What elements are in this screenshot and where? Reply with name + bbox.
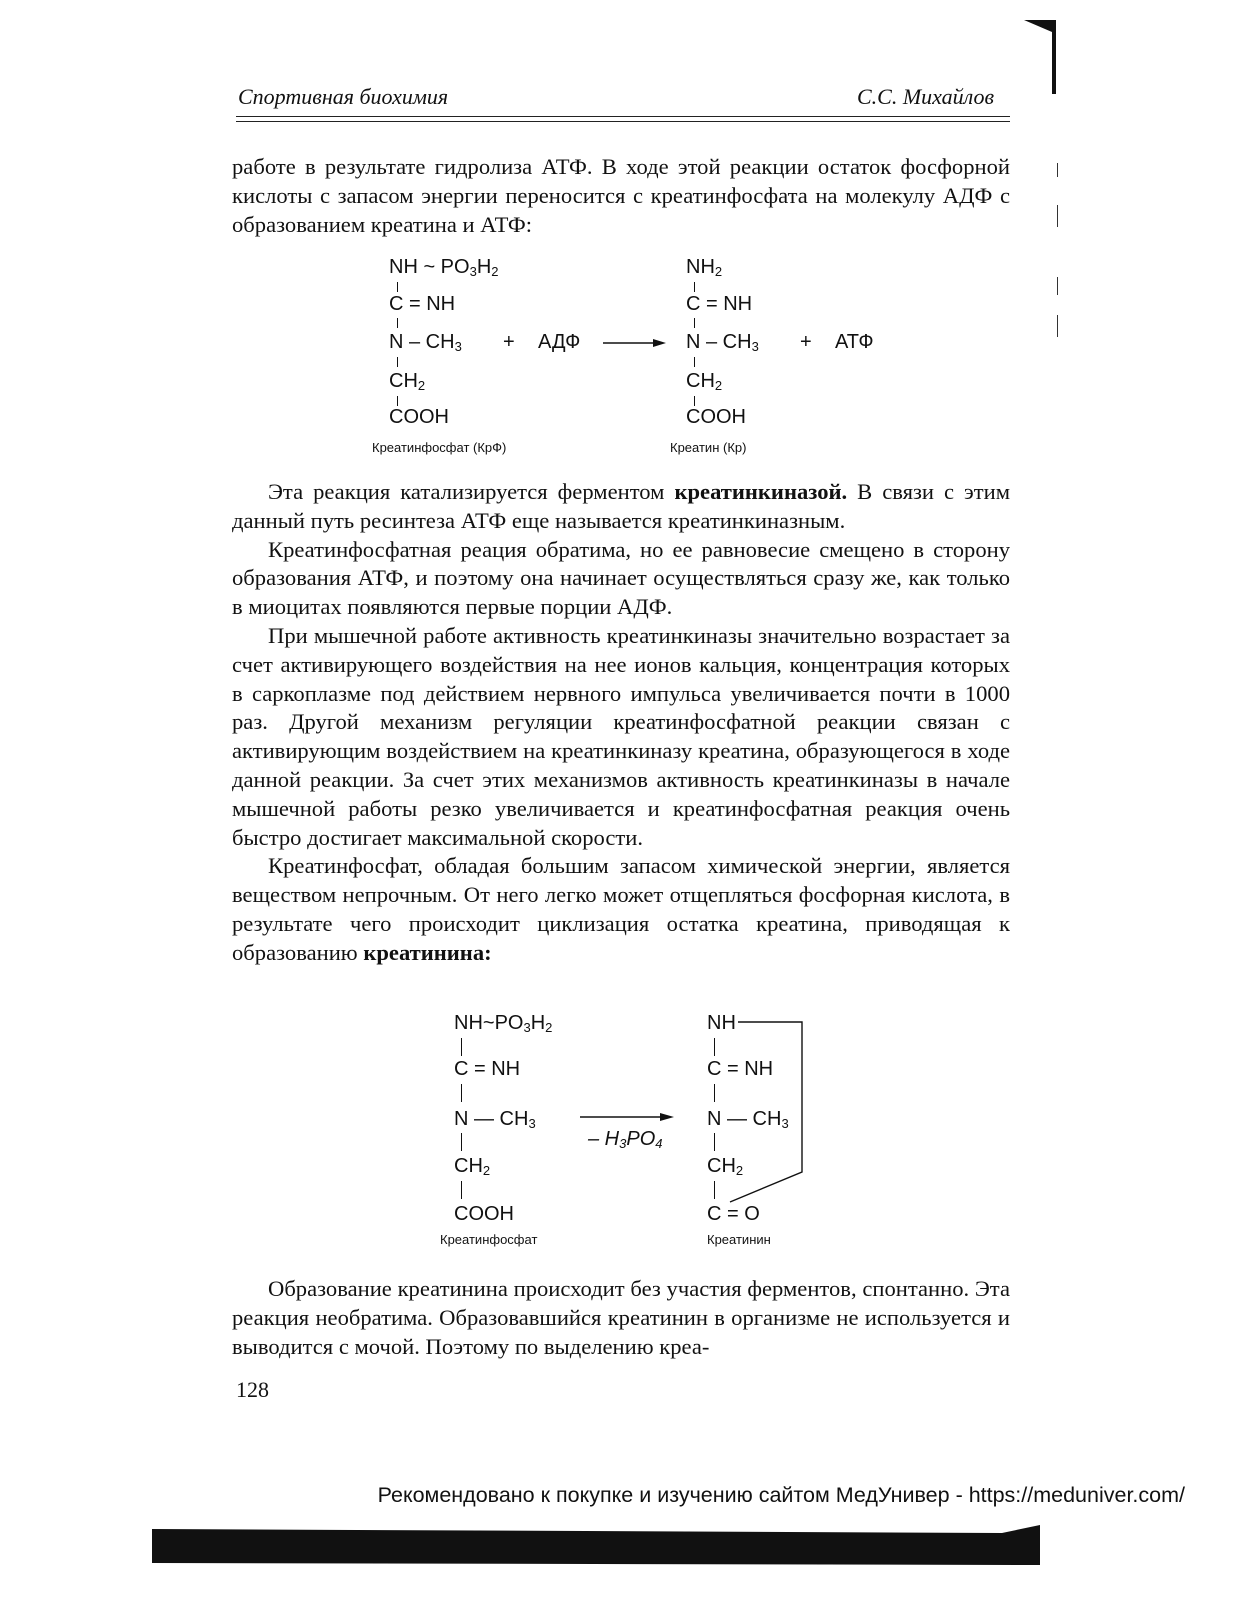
cp2-caption: Креатинфосфат bbox=[440, 1232, 538, 1247]
plus-sign: + bbox=[800, 331, 812, 353]
footer-recommendation: Рекомендовано к покупке и изучению сайтом МедУнивер - https://meduniver.com/ bbox=[377, 1483, 1185, 1507]
cr-row-5: COOH bbox=[686, 406, 746, 428]
paragraph: Креатинфосфат, обладая большим запасом химической энергии, является веществом непрочным. От него легко может отщепляться фосфорная кислота, в результате чего происходит циклизация остатка креатина, приводящая к образованию креатинина: bbox=[232, 853, 1010, 965]
atp-label: АТФ bbox=[835, 331, 874, 353]
cr-row-3: N – $CH_3$ bbox=[686, 331, 759, 354]
bond-line bbox=[461, 1038, 462, 1056]
scan-artifact bbox=[1057, 163, 1058, 177]
crn-row-5: C = O bbox=[707, 1203, 760, 1225]
bond-line bbox=[461, 1084, 462, 1102]
scan-artifact bbox=[1057, 205, 1058, 227]
cp2-row-3: N — $CH_3$ bbox=[454, 1108, 536, 1131]
paragraph: Эта реакция катализируется ферментом креатинкиназой. В связи с этим данный путь ресинтеза АТФ еще называется креатинкиназным. bbox=[232, 479, 1010, 533]
paragraph: Креатинфосфатная реация обратима, но ее равновесие смещено в сторону образования АТФ, и поэтому она начинает осуществляться сразу же, как только в миоцитах появляются первые порции АДФ. bbox=[232, 536, 1010, 620]
adp-label: АДФ bbox=[538, 331, 581, 353]
running-header-author: С.С. Михайлов bbox=[857, 84, 995, 109]
crn-row-1: NH bbox=[707, 1012, 736, 1034]
cp2-row-5: COOH bbox=[454, 1203, 514, 1225]
cp-caption: Креатинфосфат (КрФ) bbox=[372, 440, 507, 455]
reaction-arrow bbox=[580, 1111, 676, 1123]
cp2-row-4: $CH_2$ bbox=[454, 1155, 491, 1178]
crn-row-2: C = NH bbox=[707, 1058, 774, 1080]
crn-row-3: N — $CH_3$ bbox=[707, 1108, 789, 1131]
cp-row-2: C = NH bbox=[389, 293, 456, 315]
crn-row-4: $CH_2$ bbox=[707, 1155, 744, 1178]
ring-closure-bond bbox=[700, 1010, 810, 1210]
paragraph: При мышечной работе активность креатинкиназы значительно возрастает за счет активирующего воздействия на нее ионов кальция, концентрация которых в саркоплазме под действием нервного импульса увеличивается почти в 1000 раз. Другой механизм регуляции креатинфосфатной реакции связан с активирующим воздействием на креатинкиназу креатина, образующегося в ходе данной реакции. За счет этих механизмов активность креатинкиназы в начале мышечной работы резко увеличивается и креатинфосфатная реакция очень быстро достигает максимальной скорости. bbox=[232, 622, 1010, 850]
cr-caption: Креатин (Кр) bbox=[670, 440, 747, 455]
cp2-row-1: $NH\sim PO_3H_2$ bbox=[454, 1012, 553, 1035]
cr-row-1: $NH_2$ bbox=[686, 256, 723, 279]
arrow-label: – $H_3PO_4$ bbox=[588, 1128, 663, 1151]
scan-artifact bbox=[1057, 315, 1058, 337]
cp-row-4: $CH_2$ bbox=[389, 370, 426, 393]
paragraph-final bbox=[232, 1275, 1010, 1361]
scan-edge-bar bbox=[152, 1525, 1042, 1570]
paragraph-text: Образование креатинина происходит без участия ферментов, спонтанно. Эта реакция необратима. Образовавшийся креатинин в организме не используется и выводится с мочой. Поэтому по выделению креа- bbox=[232, 1276, 1010, 1359]
bond-line bbox=[461, 1181, 462, 1199]
cp-row-3: N – $CH_3$ bbox=[389, 331, 462, 354]
cr-row-4: $CH_2$ bbox=[686, 370, 723, 393]
plus-sign: + bbox=[503, 331, 515, 353]
bond-line bbox=[461, 1133, 462, 1151]
cp-row-1: NH ~ $PO_3H_2$ bbox=[389, 256, 499, 279]
paragraph-text: работе в результате гидролиза АТФ. В ходе этой реакции остаток фосфорной кислоты с запасом энергии переносится с креатинфосфата на молекулу АДФ с образованием креатина и АТФ: bbox=[232, 154, 1010, 237]
page-number: 128 bbox=[236, 1377, 269, 1402]
cr-row-2: C = NH bbox=[686, 293, 753, 315]
crn-caption: Креатинин bbox=[707, 1232, 771, 1247]
scan-artifact bbox=[1057, 277, 1058, 295]
running-header-title: Спортивная биохимия bbox=[238, 84, 449, 109]
cp-row-5: COOH bbox=[389, 406, 449, 428]
cp2-row-2: C = NH bbox=[454, 1058, 521, 1080]
